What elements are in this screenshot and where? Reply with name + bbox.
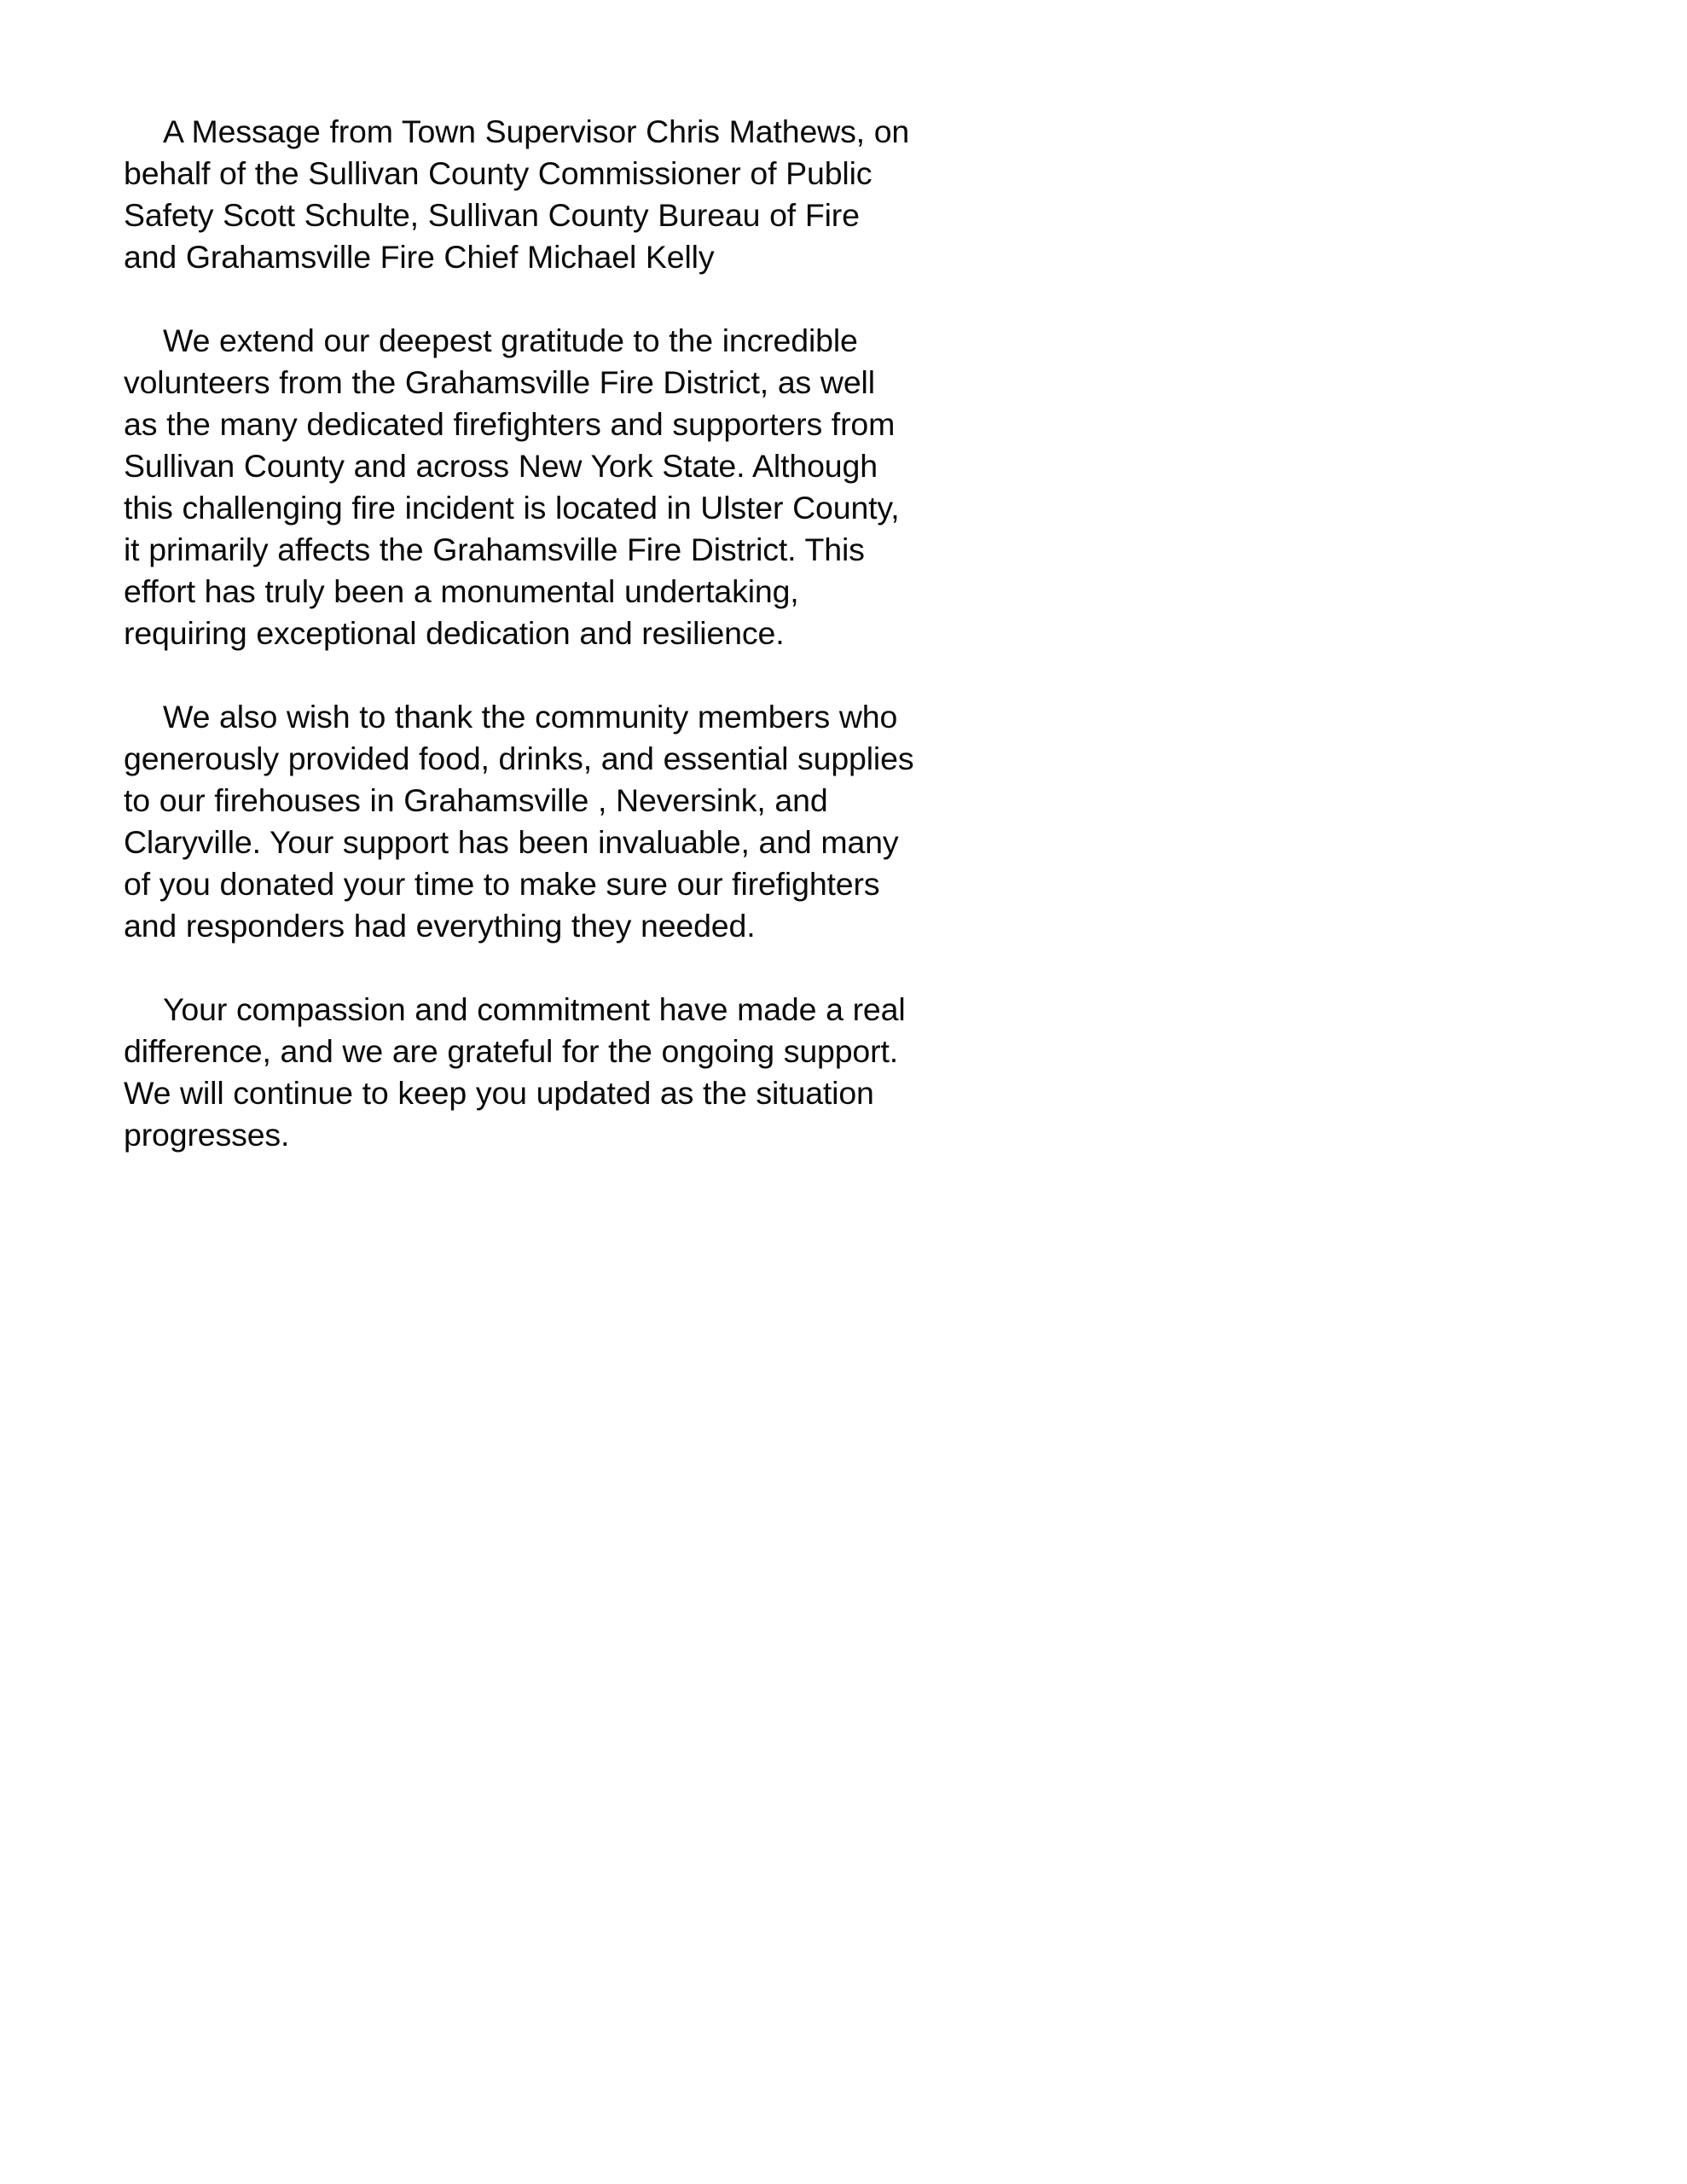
paragraph-closing-compassion: Your compassion and commitment have made a real difference, and we are grateful for the ongoing support. We will continue to keep you updated as the situation progresses. — [124, 991, 915, 1153]
paragraph-gratitude-volunteers: We extend our deepest gratitude to the incredible volunteers from the Grahamsville Fire District, as well as the many dedicated firefighters and supporters from Sullivan County and across New York State. Although this challenging fire incident is located in Ulster County, it primarily affects the Grahamsville Fire District. This effort has truly been a monumental undertaking, requiring exceptional dedication and resilience. — [124, 322, 909, 651]
paragraph-intro-attribution: A Message from Town Supervisor Chris Mathews, on behalf of the Sullivan County Commissioner of Public Safety Scott Schulte, Sullivan County Bureau of Fire and Grahamsville Fire Chief Michael Kelly — [124, 113, 919, 275]
paragraph-thanks-community: We also wish to thank the community members who generously provided food, drinks, and essential supplies to our firehouses in Grahamsville , Neversink, and Claryville. Your support has been invaluable, and many of you donated your time to make sure our firefighters and responders had everything they needed. — [124, 699, 924, 944]
document-text-body — [124, 111, 924, 1156]
